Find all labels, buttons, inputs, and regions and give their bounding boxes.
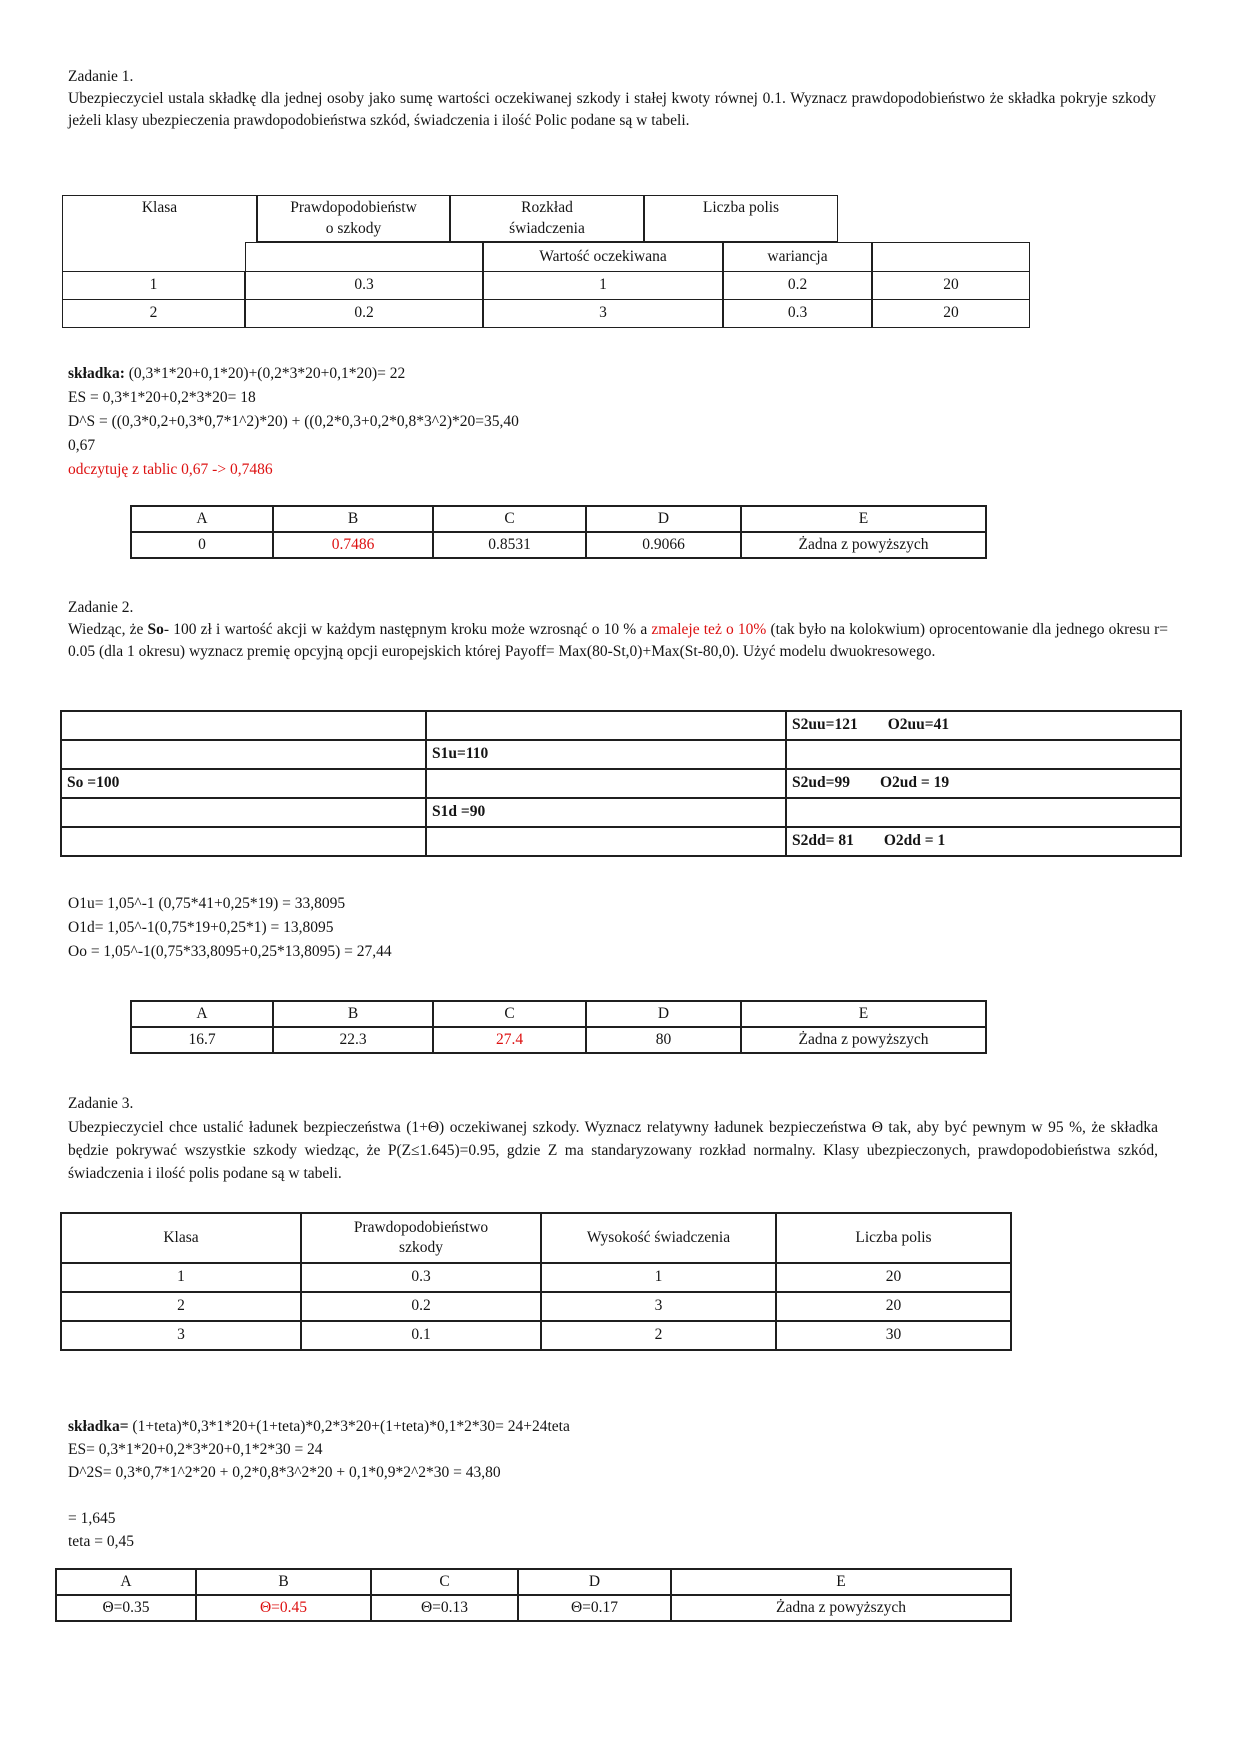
tree-row bbox=[61, 827, 1181, 856]
column-header: Klasa bbox=[61, 1213, 301, 1263]
task3-calculations bbox=[68, 1415, 570, 1553]
table-cell: 0.3 bbox=[301, 1263, 541, 1292]
calc-line: D^S = ((0,3*0,2+0,3*0,7*1^2)*20) + ((0,2*0,3+0,2*0,8*3^2)*20=35,40 bbox=[68, 413, 519, 430]
table-cell: 0.2 bbox=[301, 1292, 541, 1321]
calc-note-red: odczytuję z tablic 0,67 -> 0,7486 bbox=[68, 461, 273, 478]
task3-table bbox=[60, 1212, 1012, 1351]
table-cell: 3 bbox=[61, 1321, 301, 1350]
answer-value-row bbox=[56, 1595, 1011, 1621]
answer-value: Θ=0.13 bbox=[371, 1595, 518, 1621]
calc-line: = 1,645 bbox=[68, 1510, 116, 1527]
calc-line: D^2S= 0,3*0,7*1^2*20 + 0,2*0,8*3^2*20 + 0,1*0,9*2^2*30 = 43,80 bbox=[68, 1464, 501, 1481]
column-header: Wysokość świadczenia bbox=[541, 1213, 776, 1263]
answer-value: Θ=0.17 bbox=[518, 1595, 671, 1621]
table-cell: 1 bbox=[541, 1263, 776, 1292]
task1-body: Ubezpieczyciel ustala składkę dla jednej osoby jako sumę wartości oczekiwanej szkody i stałej kwoty równej 0.1. Wyznacz prawdopodobieństwo że składka pokryje szkody jeżeli klasy ubezpieczenia prawdopodobieństwa szkód, świadczenia i ilość Polic podane są w tabeli. bbox=[68, 90, 1156, 129]
answer-header-row bbox=[56, 1569, 1011, 1595]
answer-header-row bbox=[131, 1001, 986, 1027]
table-cell: 0.3 bbox=[245, 271, 483, 300]
answer-value-row bbox=[131, 1027, 986, 1053]
task3-body: Ubezpieczyciel chce ustalić ładunek bezpieczeństwa (1+Θ) oczekiwanej szkody. Wyznacz relatywny ładunek bezpieczeństwa Θ tak, aby być pewnym w 95 %, że składka będzie pokrywać wszystkie szkody wiedząc, że P(Z≤1.645)=0.95, gdzie Z ma standaryzowany rozkład normalny. Klasy ubezpieczonych, prawdopodobieństwa szkód, świadczenia i ilość polis podane są w tabeli. bbox=[68, 1119, 1158, 1182]
tree-cell-so: So =100 bbox=[61, 769, 426, 798]
table-row bbox=[61, 1263, 1011, 1292]
answer-value: Θ=0.35 bbox=[56, 1595, 196, 1621]
answer-value: 16.7 bbox=[131, 1027, 273, 1053]
task2-binomial-tree-table bbox=[60, 710, 1182, 857]
table-cell: 2 bbox=[541, 1321, 776, 1350]
answer-value-highlighted: 27.4 bbox=[433, 1027, 586, 1053]
answer-header: D bbox=[518, 1569, 671, 1595]
calc-line: 0,67 bbox=[68, 437, 96, 454]
table-cell: 0.2 bbox=[245, 299, 483, 328]
tree-cell-s2uu: S2uu=121 O2uu=41 bbox=[786, 711, 1181, 740]
calc-line: O1d= 1,05^-1(0,75*19+0,25*1) = 13,8095 bbox=[68, 919, 334, 936]
tree-cell-s1d: S1d =90 bbox=[426, 798, 786, 827]
table-cell: 30 bbox=[776, 1321, 1011, 1350]
task1-subheader-empty bbox=[245, 242, 483, 272]
table-cell: 0.3 bbox=[723, 299, 872, 328]
answer-header: B bbox=[196, 1569, 371, 1595]
column-header: Prawdopodobieństwo szkody bbox=[301, 1213, 541, 1263]
task3-answer-table bbox=[55, 1568, 1012, 1622]
answer-value-highlighted: Θ=0.45 bbox=[196, 1595, 371, 1621]
calc-line: ES = 0,3*1*20+0,2*3*20= 18 bbox=[68, 389, 256, 406]
calc-line-blank bbox=[68, 1484, 570, 1507]
answer-value: 0 bbox=[131, 532, 273, 558]
task1-col-prawdopodobienstwo: Prawdopodobieństw o szkody bbox=[257, 195, 450, 242]
calc-line: składka= (1+teta)*0,3*1*20+(1+teta)*0,2*3*20+(1+teta)*0,1*2*30= 24+24teta bbox=[68, 1418, 570, 1435]
task1-col-rozklad: Rozkład świadczenia bbox=[450, 195, 644, 242]
answer-header: A bbox=[131, 1001, 273, 1027]
calc-line: Oo = 1,05^-1(0,75*33,8095+0,25*13,8095) = 27,44 bbox=[68, 943, 392, 960]
answer-header: C bbox=[433, 506, 586, 532]
table-cell: 0.1 bbox=[301, 1321, 541, 1350]
table-cell: 20 bbox=[776, 1292, 1011, 1321]
task1-title: Zadanie 1. bbox=[68, 68, 134, 85]
table-cell: 3 bbox=[483, 299, 723, 328]
task3-title: Zadanie 3. bbox=[68, 1095, 134, 1112]
column-header: Liczba polis bbox=[776, 1213, 1011, 1263]
task2-calculations bbox=[68, 892, 392, 964]
task1-col-wariancja: wariancja bbox=[723, 242, 872, 272]
task1-subheader-empty2 bbox=[872, 242, 1030, 272]
answer-header: D bbox=[586, 506, 741, 532]
table-row bbox=[61, 1292, 1011, 1321]
answer-header: A bbox=[56, 1569, 196, 1595]
task1-calculations bbox=[68, 362, 519, 482]
calc-line: składka: (0,3*1*20+0,1*20)+(0,2*3*20+0,1*20)= 22 bbox=[68, 365, 406, 382]
answer-header: E bbox=[741, 1001, 986, 1027]
answer-header-row bbox=[131, 506, 986, 532]
answer-header: B bbox=[273, 506, 433, 532]
tree-row bbox=[61, 769, 1181, 798]
task1-col-wartosc-oczekiwana: Wartość oczekiwana bbox=[483, 242, 723, 272]
tree-row bbox=[61, 711, 1181, 740]
table-cell: 3 bbox=[541, 1292, 776, 1321]
task1-col-liczba-polis: Liczba polis bbox=[644, 195, 838, 242]
answer-value-highlighted: 0.7486 bbox=[273, 532, 433, 558]
table-cell: 1 bbox=[483, 271, 723, 300]
answer-value: 0.8531 bbox=[433, 532, 586, 558]
answer-header: E bbox=[741, 506, 986, 532]
calc-line: teta = 0,45 bbox=[68, 1533, 134, 1550]
answer-header: C bbox=[371, 1569, 518, 1595]
table-cell: 20 bbox=[872, 271, 1030, 300]
task1-col-klasa: Klasa bbox=[62, 195, 257, 272]
answer-value-row bbox=[131, 532, 986, 558]
table-cell: 20 bbox=[776, 1263, 1011, 1292]
table-cell: 2 bbox=[61, 1292, 301, 1321]
answer-value: Żadna z powyższych bbox=[741, 532, 986, 558]
table-cell: 0.2 bbox=[723, 271, 872, 300]
calc-line: ES= 0,3*1*20+0,2*3*20+0,1*2*30 = 24 bbox=[68, 1441, 323, 1458]
answer-value: Żadna z powyższych bbox=[741, 1027, 986, 1053]
table-cell: 1 bbox=[62, 271, 245, 300]
answer-header: B bbox=[273, 1001, 433, 1027]
answer-value: 80 bbox=[586, 1027, 741, 1053]
task2-body: Wiedząc, że So- 100 zł i wartość akcji w każdym następnym kroku może wzrosnąć o 10 % a zmaleje też o 10% (tak było na kolokwium) oprocentowanie dla jednego okresu r= 0.05 (dla 1 okresu) wyznacz premię opcyjną opcji europejskich której Payoff= Max(80-St,0)+Max(St-80,0). Użyć modelu dwuokresowego. bbox=[68, 621, 1169, 660]
calc-line: O1u= 1,05^-1 (0,75*41+0,25*19) = 33,8095 bbox=[68, 895, 346, 912]
table-cell: 20 bbox=[872, 299, 1030, 328]
answer-value: Żadna z powyższych bbox=[671, 1595, 1011, 1621]
tree-row bbox=[61, 798, 1181, 827]
answer-header: D bbox=[586, 1001, 741, 1027]
table-cell: 2 bbox=[62, 299, 245, 328]
tree-cell-s2ud: S2ud=99 O2ud = 19 bbox=[786, 769, 1181, 798]
table-header-row bbox=[61, 1213, 1011, 1263]
answer-value: 22.3 bbox=[273, 1027, 433, 1053]
answer-header: C bbox=[433, 1001, 586, 1027]
task2-title: Zadanie 2. bbox=[68, 599, 134, 616]
answer-header: E bbox=[671, 1569, 1011, 1595]
answer-header: A bbox=[131, 506, 273, 532]
task2-answer-table bbox=[130, 1000, 987, 1054]
tree-cell-s2dd: S2dd= 81 O2dd = 1 bbox=[786, 827, 1181, 856]
answer-value: 0.9066 bbox=[586, 532, 741, 558]
task1-answer-table bbox=[130, 505, 987, 559]
tree-row bbox=[61, 740, 1181, 769]
task2-red-text: zmaleje też o 10% bbox=[651, 621, 767, 638]
tree-cell-s1u: S1u=110 bbox=[426, 740, 786, 769]
table-row bbox=[61, 1321, 1011, 1350]
table-cell: 1 bbox=[61, 1263, 301, 1292]
